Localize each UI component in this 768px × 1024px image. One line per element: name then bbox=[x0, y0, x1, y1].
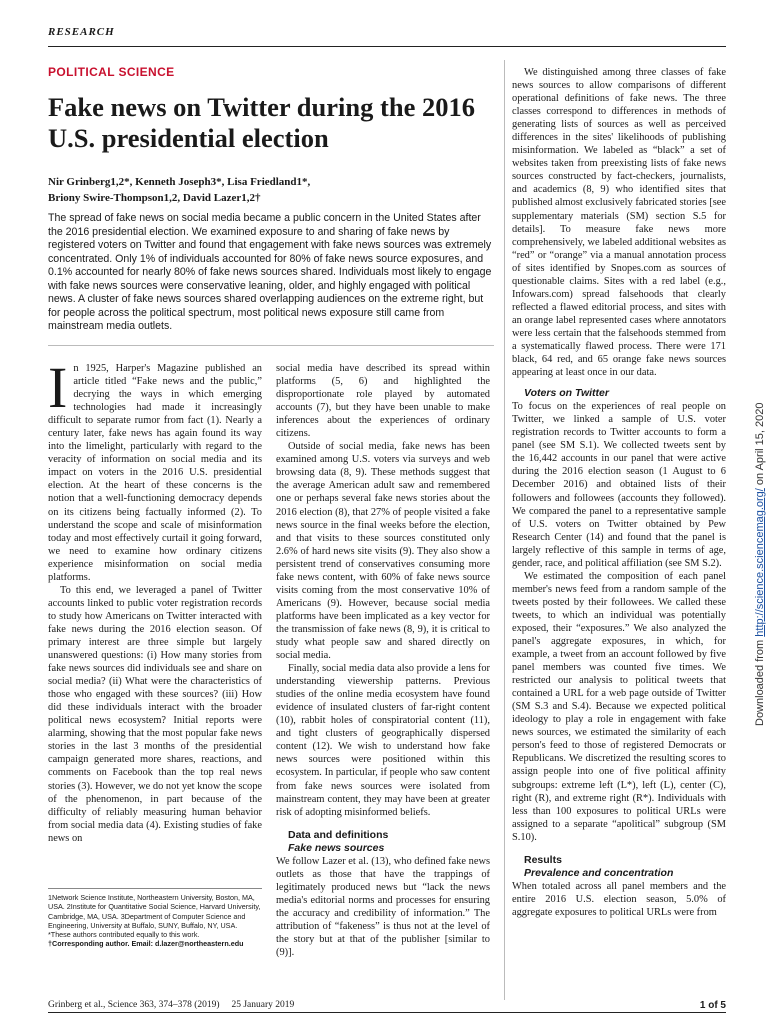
download-suffix: on April 15, 2020 bbox=[754, 402, 766, 489]
body-paragraph: To focus on the experiences of real people on Twitter, we linked a sample of U.S. voter registration records to Twitter accounts to form a panel (see SM S.1). We collected tweets sent by the 16,442 accounts in our panel that were active during the 2016 election season (1 August to 6 December 2016) and obtained lists of their followers and followees (accounts they followed). We compared the panel to a representative sample of U.S. voters on Twitter obtained by Pew Research Center (14) and found that the panel is largely reflective of this sample in terms of age, gender, race, and political affiliation (see SM S.2). bbox=[512, 401, 726, 569]
body-paragraph: social media have described its spread within platforms (5, 6) and highlighted the disproportionate role played by automated accounts (7), but they have been unable to make inferences about the experiences of ordinary citizens. bbox=[276, 363, 490, 440]
body-column-2 bbox=[276, 362, 490, 959]
footer-rule bbox=[48, 1012, 726, 1013]
download-notice bbox=[754, 403, 766, 726]
download-prefix: Downloaded from bbox=[754, 636, 766, 726]
body-column-1 bbox=[48, 355, 262, 845]
equal-contribution-note: *These authors contributed equally to this work. bbox=[48, 930, 200, 940]
subsection-heading: Voters on Twitter bbox=[524, 387, 609, 400]
column-divider bbox=[504, 60, 505, 1000]
authors-line-2: Briony Swire-Thompson1,2, David Lazer1,2† bbox=[48, 192, 261, 204]
body-paragraph: Finally, social media data also provide a lens for understanding viewership patterns. Previous studies of the online media ecosystem have found evidence of insulated clusters of far-right content (10), rabbit holes of conspiratorial content (11), and tight clusters of geographically dispersed content (12). We wish to understand how fake news sources were positioned within this ecosystem. In particular, if people who saw content from fake news sources were isolated from mainstream content, they may have been at greater risk of adopting misinformed beliefs. bbox=[276, 663, 490, 818]
footnotes bbox=[48, 893, 262, 949]
body-paragraph: When totaled across all panel members and the entire 2016 U.S. election season, 5.0% of aggregate exposures to political URLs were from bbox=[512, 880, 726, 918]
body-paragraph: Outside of social media, fake news has been examined among U.S. voters via surveys and web browsing data (8, 9). These methods suggest that the average American adult saw and remembered one or perhaps several fake news stories about the 2016 election (8), that 27% of people visited a fake news source in the final weeks before the election, and that visits to these sources constituted only 2.6% of hard news site visits (9). They also show a persistent trend of conservatives consuming more fake news content, with 60% of fake news source visits coming from the most conservative 10% of Americans (9). However, because social media platforms have been implicated as a key vector for the transmission of fake news (8, 9), it is critical to study what people saw and shared directly on social media. bbox=[276, 441, 490, 662]
footnote-rule bbox=[48, 888, 262, 889]
section-heading: Data and definitions bbox=[288, 828, 389, 841]
corresponding-author-note: †Corresponding author. Email: d.lazer@northeastern.edu bbox=[48, 939, 244, 949]
body-paragraph: To this end, we leveraged a panel of Twitter accounts linked to public voter registration records to study how Americans on Twitter interacted with fake news during the 2016 election season. Of primary interest are three simple but largely unanswered questions: (i) How many stories from fake news sources did individuals see and share on social media? (ii) What were the characteristics of those who engaged with these sources? (iii) How did these individuals interact with the broader political news ecosystem? Initial reports were alarming, showing that the most popular fake news stories in the last 3 months of the presidential campaign generated more shares, reactions, and comments on Facebook than the top real news stories (3). However, we do not yet know the scope of the phenomenon, in part because of the difficulty of reliably measuring human behavior from social media data (4). Existing studies of fake news on bbox=[48, 584, 262, 844]
download-link[interactable]: http://science.sciencemag.org/ bbox=[754, 488, 766, 637]
section-heading: Results bbox=[524, 853, 562, 866]
body-paragraph: We distinguished among three classes of fake news sources to allow comparisons of different operational definitions of fake news. The three classes correspond to differences in methods of generating lists of sources as well as perceived differences in the sites' likelihoods of publishing misinformation. We labeled as “black” a set of websites taken from preexisting lists of fake news sources constructed by fact-checkers, journalists, and academics (8, 9) who identified sites that published almost exclusively fabricated stories [see supplementary materials (SM) section S.5 for details]. To measure fake news more comprehensively, we labeled additional websites as “red” or “orange” via a manual annotation process of sites identified by Snopes.com as sources of questionable claims. Sites with a red label (e.g., Infowars.com) spread falsehoods that clearly reflected a flawed editorial process, and sites with an orange label represented cases where annotators were less certain that the falsehoods stemmed from a systematically flawed process. There were 171 black, 64 red, and 65 orange fake news sources appearing at least once in our data. bbox=[512, 67, 726, 379]
header-rule bbox=[48, 46, 726, 47]
abstract: The spread of fake news on social media became a public concern in the United States after the 2016 presidential election. We examined exposure to and sharing of fake news by registered voters on Twitter and found that engagement with fake news sources was extremely concentrated. Only 1% of individuals accounted for 80% of fake news source exposures, and 0.1% accounted for nearly 80% of fake news sources shared. Individuals most likely to engage with fake news sources were conservative leaning, older, and highly engaged with political news. A cluster of fake news sources shared overlapping audiences on the extreme right, but for people across the political spectrum, most political news exposure still came from mainstream media outlets. bbox=[48, 212, 492, 332]
drop-cap: I bbox=[48, 355, 68, 420]
authors-line-1: Nir Grinberg1,2*, Kenneth Joseph3*, Lisa Friedland1*, bbox=[48, 176, 311, 188]
article-title: Fake news on Twitter during the 2016 U.S. presidential election bbox=[48, 92, 475, 153]
article-category: POLITICAL SCIENCE bbox=[48, 65, 175, 79]
body-column-3 bbox=[512, 66, 726, 919]
affiliations-note: 1Network Science Institute, Northeastern University, Boston, MA, USA. 2Institute for Quantitative Social Science, Harvard University, Cambridge, MA, USA. 3Department of Computer Science and Engineering, University at Buffalo, SUNY, Buffalo, NY, USA. bbox=[48, 893, 261, 930]
section-header: RESEARCH bbox=[48, 26, 115, 38]
body-paragraph: n 1925, Harper's Magazine published an article titled “Fake news and the public,” decrying the ways in which emerging technologies had made it increasingly difficult to separate rumor from fact (1). Nearly a century later, fake news has again found its way into the limelight, particularly with regard to the veracity of information on social media and its impact on voters in the 2016 U.S. presidential election. At the heart of these concerns is the notion that a well-functioning democracy depends on its citizens being factually informed (2). To understand the scope and scale of misinformation today and most effectively curtail it going forward, we need to examine how ordinary citizens experience misinformation on social media platforms. bbox=[48, 363, 262, 583]
citation-footer: Grinberg et al., Science 363, 374–378 (2019) 25 January 2019 bbox=[48, 1000, 295, 1010]
author-list bbox=[48, 174, 488, 206]
subsection-heading: Prevalence and concentration bbox=[524, 866, 674, 879]
body-paragraph: We estimated the composition of each panel member's news feed from a random sample of the tweets posted by their followees. We called these tweets, to which an individual was potentially exposed, their “exposures.” We also analyzed the panel's aggregate exposures, in which, for example, a tweet from an account followed by five panel members was counted five times. We restricted our analysis to political tweets that contained a URL for a web page outside of Twitter (SM S.3 and S.4). Because we expected political ideology to play a role in engagement with fake news sources, we estimated the similarity of each person's feed to those of registered Democrats or Republicans. We discretized the resulting scores to assign people into one of five political affinity subgroups: extreme left (L*), left (L), center (C), right (R), and extreme right (R*). Individuals with less than 100 exposures to political URLs were assigned to a separate “apolitical” subgroup (SM S.10). bbox=[512, 570, 726, 843]
subsection-heading: Fake news sources bbox=[288, 841, 385, 854]
page-number: 1 of 5 bbox=[699, 1000, 726, 1011]
body-paragraph: We follow Lazer et al. (13), who defined fake news outlets as those that have the trappings of legitimately produced news but “lack the news media's editorial norms and processes for ensuring the accuracy and credibility of information.” The attribution of “fakeness” is thus not at the level of the story but at that of the publisher [similar to (9)]. bbox=[276, 855, 490, 959]
abstract-divider bbox=[48, 345, 494, 346]
